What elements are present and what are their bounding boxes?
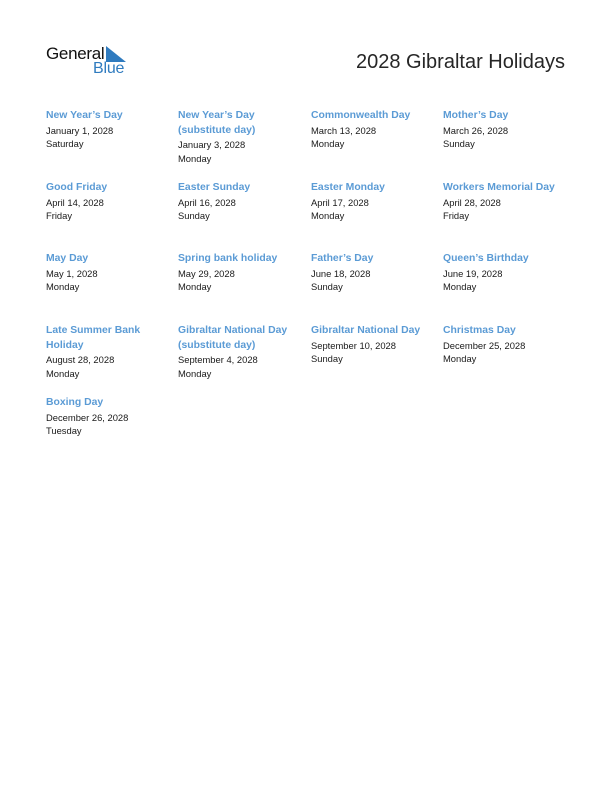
holiday-date: April 14, 2028	[46, 196, 104, 208]
holiday-name: Workers Memorial Day	[443, 182, 555, 193]
holiday-name: May Day	[46, 253, 89, 264]
holiday-item	[311, 252, 437, 294]
holiday-weekday: Friday	[46, 210, 73, 222]
holiday-name: Mother’s Day	[443, 110, 509, 121]
holiday-weekday: Monday	[178, 367, 212, 379]
holiday-item	[46, 252, 172, 294]
holiday-weekday: Saturday	[46, 138, 84, 150]
holiday-item	[311, 324, 439, 366]
holiday-date: May 1, 2028	[46, 267, 98, 279]
holiday-item	[178, 109, 304, 166]
holiday-name: New Year’s Day (substitute day)	[178, 110, 256, 136]
holiday-name: Gibraltar National Day	[311, 325, 421, 336]
holiday-weekday: Sunday	[178, 210, 210, 222]
holiday-name: Boxing Day	[46, 397, 104, 408]
holiday-weekday: Tuesday	[46, 425, 82, 437]
holiday-item	[178, 324, 296, 381]
holiday-item	[46, 396, 172, 438]
holiday-date: March 13, 2028	[311, 124, 377, 136]
holiday-name: Father’s Day	[311, 253, 374, 264]
holiday-name: Commonwealth Day	[311, 110, 411, 121]
holiday-date: December 25, 2028	[443, 339, 526, 351]
holiday-item	[178, 181, 304, 223]
holiday-item	[46, 109, 172, 151]
holiday-weekday: Monday	[311, 138, 345, 150]
holiday-date: April 17, 2028	[311, 196, 369, 208]
holiday-date: January 1, 2028	[46, 124, 114, 136]
holiday-weekday: Monday	[311, 210, 345, 222]
holiday-name: Easter Sunday	[178, 182, 251, 193]
logo-word-general: General	[46, 44, 105, 63]
holiday-date: August 28, 2028	[46, 354, 115, 365]
holiday-weekday: Monday	[46, 281, 80, 293]
holiday-weekday: Sunday	[311, 281, 343, 293]
holiday-name: Gibraltar National Day (substitute day)	[178, 325, 288, 351]
holiday-date: September 4, 2028	[178, 354, 258, 365]
holiday-item	[443, 109, 569, 151]
holiday-date: April 16, 2028	[178, 196, 236, 208]
holiday-item	[311, 181, 437, 223]
holiday-date: June 18, 2028	[311, 267, 371, 279]
generalblue-logo	[46, 44, 136, 80]
holiday-date: January 3, 2028	[178, 139, 246, 150]
holiday-name: New Year’s Day	[46, 110, 123, 121]
holiday-item	[443, 324, 569, 366]
holiday-date: April 28, 2028	[443, 196, 501, 208]
holiday-weekday: Monday	[178, 281, 212, 293]
page-title: 2028 Gibraltar Holidays	[356, 51, 565, 73]
holiday-date: December 26, 2028	[46, 411, 129, 423]
holiday-item	[46, 324, 156, 381]
holiday-name: Easter Monday	[311, 182, 385, 193]
holiday-item	[46, 181, 172, 223]
holiday-name: Queen’s Birthday	[443, 253, 529, 264]
holiday-date: June 19, 2028	[443, 267, 503, 279]
holiday-weekday: Monday	[178, 152, 212, 164]
holiday-name: Christmas Day	[443, 325, 516, 336]
holiday-item	[311, 109, 437, 151]
logo-word-blue: Blue	[93, 60, 125, 77]
holiday-weekday: Monday	[46, 367, 80, 379]
holiday-date: September 10, 2028	[311, 339, 396, 351]
holiday-item	[443, 181, 573, 223]
holiday-item	[443, 252, 569, 294]
holiday-weekday: Friday	[443, 210, 470, 222]
holiday-weekday: Sunday	[443, 138, 475, 150]
holiday-weekday: Monday	[443, 281, 477, 293]
holiday-weekday: Monday	[443, 353, 477, 365]
holiday-name: Late Summer Bank Holiday	[46, 325, 141, 351]
holiday-name: Spring bank holiday	[178, 253, 278, 264]
holiday-weekday: Sunday	[311, 353, 343, 365]
holiday-item	[178, 252, 304, 294]
holiday-name: Good Friday	[46, 182, 108, 193]
holiday-date: March 26, 2028	[443, 124, 509, 136]
holiday-date: May 29, 2028	[178, 267, 235, 279]
